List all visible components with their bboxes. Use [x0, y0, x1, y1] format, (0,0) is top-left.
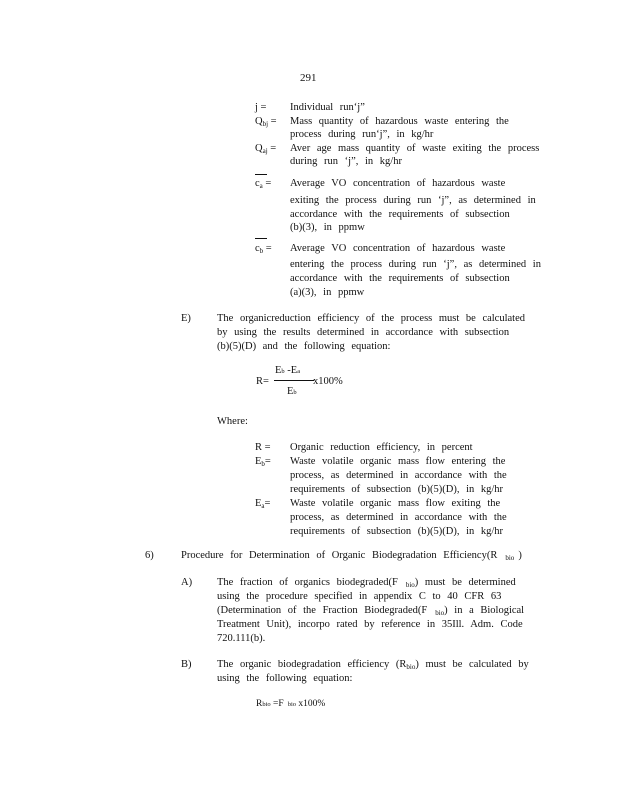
definition-line: process during run‘j”, in kg/hr	[290, 129, 434, 140]
definition-line: accordance with the requirements of subsection	[290, 273, 510, 284]
definition-line: process, as determined in accordance with the	[290, 512, 507, 523]
term-qaj: $Q_{aj}$ =	[255, 143, 277, 155]
section-6-label: 6)	[145, 550, 154, 561]
definition-line: (a)(3), in ppmw	[290, 287, 365, 298]
equation-numerator: Eb -Ea	[275, 365, 301, 376]
paragraph-line: by using the results determined in accordance with subsection	[217, 327, 510, 338]
paragraph-line: (b)(5)(D) and the following equation:	[217, 341, 391, 352]
definition-line: Aver age mass quantity of waste exiting the process	[290, 143, 540, 154]
term-ea: $E_a=$	[255, 498, 271, 510]
definition-line: Mass quantity of hazardous waste entering the	[290, 116, 509, 127]
term-eb: $E_b=$	[255, 456, 271, 468]
definition-line: exiting the process during run ‘j”, as determined in	[290, 195, 536, 206]
page-number: 291	[300, 72, 317, 84]
definition-line: Organic reduction efficiency, in percent	[290, 442, 473, 453]
section-a-label: A)	[181, 577, 193, 588]
paragraph-line: The fraction of organics biodegraded(F $_{bio}$) must be determined	[217, 577, 516, 589]
definition-line: Average VO concentration of hazardous waste	[290, 178, 506, 189]
term-j: j =	[255, 102, 267, 113]
term-qbj: $Q_{bj}$ =	[255, 116, 277, 128]
fraction-bar	[274, 380, 314, 381]
paragraph-line: using the following equation:	[217, 673, 353, 684]
equation-lhs: R=	[256, 376, 269, 387]
equation-rbio: Rbio =F bio x100%	[256, 699, 326, 709]
overbar	[255, 238, 267, 239]
definition-line: Waste volatile organic mass flow exiting the	[290, 498, 501, 509]
definition-line: entering the process during run ‘j”, as determined in	[290, 259, 541, 270]
equation-tail: x100%	[313, 376, 343, 387]
paragraph-line: 720.111(b).	[217, 633, 266, 644]
section-e-label: E)	[181, 313, 191, 324]
paragraph-line: (Determination of the Fraction Biodegraded(F $_{bio}$) in a Biological	[217, 605, 525, 617]
equation-denominator: Eb	[287, 386, 297, 397]
definition-line: Average VO concentration of hazardous waste	[290, 243, 506, 254]
definition-line: during run ‘j”, in kg/hr	[290, 156, 402, 167]
definition-line: Waste volatile organic mass flow entering the	[290, 456, 506, 467]
paragraph-line: Treatment Unit), incorpo rated by reference in 35Ill. Adm. Code	[217, 619, 523, 630]
paragraph-line: The organic biodegradation efficiency $(R_{bio})$ must be calculated by	[217, 659, 529, 671]
paragraph-line: The organicreduction efficiency of the process must be calculated	[217, 313, 525, 324]
definition-line: accordance with the requirements of subsection	[290, 209, 510, 220]
definition-line: Individual run‘j”	[290, 102, 365, 113]
definition-line: (b)(3), in ppmw	[290, 222, 365, 233]
section-6-heading: Procedure for Determination of Organic Biodegradation Efficiency(R $_{bio}$ )	[181, 550, 522, 562]
paragraph-line: using the procedure specified in appendix C to 40 CFR 63	[217, 591, 502, 602]
definition-line: requirements of subsection (b)(5)(D), in kg/hr	[290, 484, 504, 495]
section-b-label: B)	[181, 659, 192, 670]
definition-line: process, as determined in accordance with the	[290, 470, 507, 481]
term-ca: $c_a$ =	[255, 178, 272, 190]
term-r: R =	[255, 442, 271, 453]
definition-line: requirements of subsection (b)(5)(D), in kg/hr	[290, 526, 504, 537]
where-label: Where:	[217, 416, 248, 427]
term-cb: $c_b$ =	[255, 243, 272, 255]
overbar	[255, 174, 267, 175]
